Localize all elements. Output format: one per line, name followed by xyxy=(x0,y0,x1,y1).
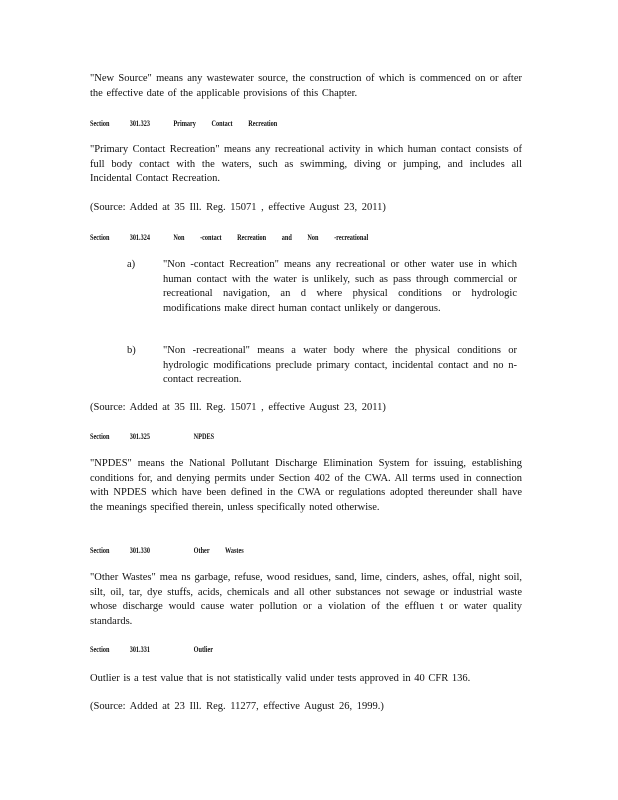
section-heading-301-323 xyxy=(90,119,277,131)
definition-other-wastes: "Other Wastes" mea ns garbage, refuse, wood residues, sand, lime, cinders, ashes, offal, night soil, silt, oil, tar, dye stuffs, acids, chemicals and all other substances not sewage or industrial waste whose discharge would cause water pollution or a violation of the effluen t or water quality standards. xyxy=(90,572,522,627)
section-label: Section xyxy=(90,432,110,441)
section-number: 301.330 xyxy=(129,546,150,555)
section-title: Non -contact Recreation and Non -recreational xyxy=(173,233,369,242)
section-heading-301-331 xyxy=(90,645,213,657)
section-label: Section xyxy=(90,546,110,555)
definition-npdes: "NPDES" means the National Pollutant Discharge Elimination System for issuing, establishing conditions for, and denying permits under Section 402 of the CWA. All terms used in connection with NPDES which have been defined in the CWA or regulations adopted thereunder shall have the meanings specified therein, unless specifically noted otherwise. xyxy=(90,458,522,513)
section-title: Outlier xyxy=(193,645,214,654)
section-number: 301.325 xyxy=(129,432,150,441)
definition-primary-contact: "Primary Contact Recreation" means any recreational activity in which human contact consists of full body contact with the waters, such as swimming, diving or jumping, and includes all Incidental Contact Recreation. xyxy=(90,144,522,184)
section-number: 301.324 xyxy=(129,233,150,242)
source-note: (Source: Added at 23 Ill. Reg. 11277, effective August 26, 1999.) xyxy=(90,701,384,712)
section-heading-301-330 xyxy=(90,546,244,558)
item-label: b) xyxy=(127,345,136,356)
section-label: Section xyxy=(90,119,110,128)
section-title: Primary Contact Recreation xyxy=(173,119,278,128)
section-heading-301-325 xyxy=(90,432,214,444)
section-label: Section xyxy=(90,233,110,242)
section-number: 301.323 xyxy=(129,119,150,128)
item-text: "Non -recreational" means a water body where the physical conditions or hydrologic modifications preclude primary contact, incidental contact and no n-contact recreation. xyxy=(163,345,517,385)
definition-new-source: "New Source" means any wastewater source, the construction of which is commenced on or after the effective date of the applicable provisions of this Chapter. xyxy=(90,73,522,99)
section-title: Other Wastes xyxy=(193,546,244,555)
item-text: "Non -contact Recreation" means any recreational or other water use in which human contact with the water is unlikely, such as pass through commercial or recreational navigation, an d where physical conditions or hydrologic modifications make direct human contact unlikely or dangerous. xyxy=(163,259,517,314)
section-title: NPDES xyxy=(193,432,215,441)
item-label: a) xyxy=(127,259,136,270)
source-note: (Source: Added at 35 Ill. Reg. 15071 , effective August 23, 2011) xyxy=(90,202,386,213)
section-heading-301-324 xyxy=(90,233,368,245)
section-number: 301.331 xyxy=(129,645,150,654)
source-note: (Source: Added at 35 Ill. Reg. 15071 , effective August 23, 2011) xyxy=(90,402,386,413)
section-label: Section xyxy=(90,645,110,654)
definition-outlier: Outlier is a test value that is not statistically valid under tests approved in 40 CFR 136. xyxy=(90,673,471,684)
